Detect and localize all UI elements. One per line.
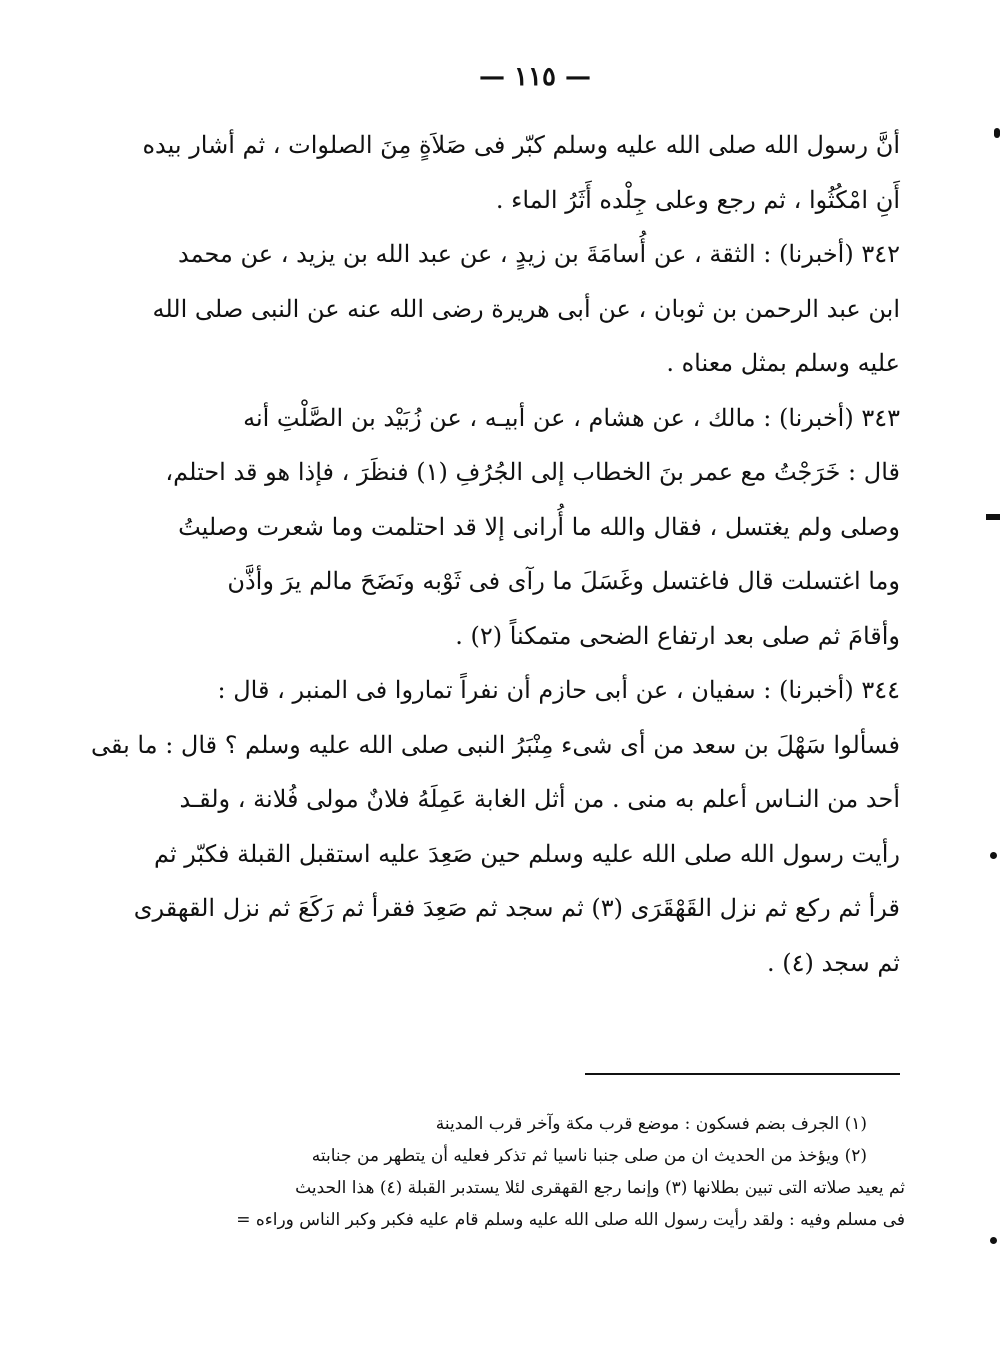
text-line: ٣٤٢ (أخبرنا) : الثقة ، عن أُسامَةَ بن زيدٍ ، عن عبد الله بن يزيد ، عن محمد	[178, 240, 900, 268]
scan-margin-mark	[990, 1237, 997, 1244]
scan-margin-mark	[986, 514, 1000, 520]
scan-margin-mark	[994, 128, 1000, 138]
text-line: ابن عبد الرحمن بن ثوبان ، عن أبى هريرة رضى الله عنه عن النبى صلى الله	[152, 294, 900, 323]
footnote-line: ثم يعيد صلاته التى تبين بطلانها (٣) وإنما رجع القهقرى لئلا يستدبر القبلة (٤) هذا الحديث	[295, 1178, 905, 1198]
text-line: وما اغتسلت قال فاغتسل وغَسَلَ ما رآى فى ثَوْبه ونَضَحَ مالم يرَ وأذَّن	[227, 567, 900, 595]
footnotes	[195, 1108, 905, 1236]
page-number: — ١١٥ —	[478, 62, 592, 92]
text-line: أنَّ رسول الله صلى الله عليه وسلم كبّر فى صَلاَةٍ مِنَ الصلوات ، ثم أشار بيده	[142, 131, 900, 159]
footnote-1: (١) الجرف بضم فسكون : موضع قرب مكة وآخر قرب المدينة	[435, 1114, 867, 1134]
text-line: ٣٤٣ (أخبرنا) : مالك ، عن هشام ، عن أبيـه ، عن زُبَيْد بن الصَّلْتِ أنه	[243, 403, 900, 432]
hadith-344	[90, 663, 900, 990]
text-line: أَنِ امْكُثُوا ، ثم رجع وعلى جِلْده أَثَرُ الماء .	[495, 185, 900, 214]
text-line: رأيت رسول الله صلى الله عليه وسلم حين صَعِدَ عليه استقبل القبلة فكبّر ثم	[153, 839, 900, 868]
footnote-2: (٢) ويؤخذ من الحديث ان من صلى جنبا ناسيا ثم تذكر فعليه أن يتطهر من جنابته	[311, 1146, 867, 1166]
text-line: ثم سجد (٤) .	[767, 948, 900, 977]
text-line: ٣٤٤ (أخبرنا) : سفيان ، عن أبى حازم أن نفراً تماروا فى المنبر ، قال :	[217, 676, 900, 704]
hadith-343	[165, 391, 900, 664]
footnote-line: فى مسلم وفيه : ولقد رأيت رسول الله صلى الله عليه وسلم قام عليه فكبر وكبر الناس وراءه =	[236, 1210, 905, 1230]
text-line: عليه وسلم بمثل معناه .	[666, 349, 900, 377]
scan-margin-mark	[990, 852, 997, 859]
hadith-continuation	[142, 118, 900, 227]
text-line: قرأ ثم ركع ثم نزل القَهْقَرَى (٣) ثم سجد ثم صَعِدَ فقرأ ثم رَكَعَ ثم نزل القهقرى	[133, 894, 900, 922]
hadith-342	[152, 227, 900, 391]
text-line: وأقامَ ثم صلى بعد ارتفاع الضحى متمكناً (٢) .	[455, 621, 900, 650]
footnote-divider	[585, 1073, 900, 1075]
text-line: وصلى ولم يغتسل ، فقال والله ما أُرانى إلا قد احتلمت وما شعرت وصليتُ	[178, 512, 900, 541]
text-line: قال : خَرَجْتُ مع عمر بنَ الخطاب إلى الجُرُفِ (١) فنظَرَ ، فإذا هو قد احتلم،	[165, 458, 900, 486]
text-line: فسألوا سَهْلَ بن سعد من أى شىء مِنْبَرُ النبى صلى الله عليه وسلم ؟ قال : ما بقى	[90, 730, 900, 759]
text-line: أحد من النـاس أعلم به منى . من أثل الغابة عَمِلَهُ فلانٌ مولى فُلانة ، ولقـد	[179, 785, 900, 813]
main-text	[90, 118, 900, 990]
